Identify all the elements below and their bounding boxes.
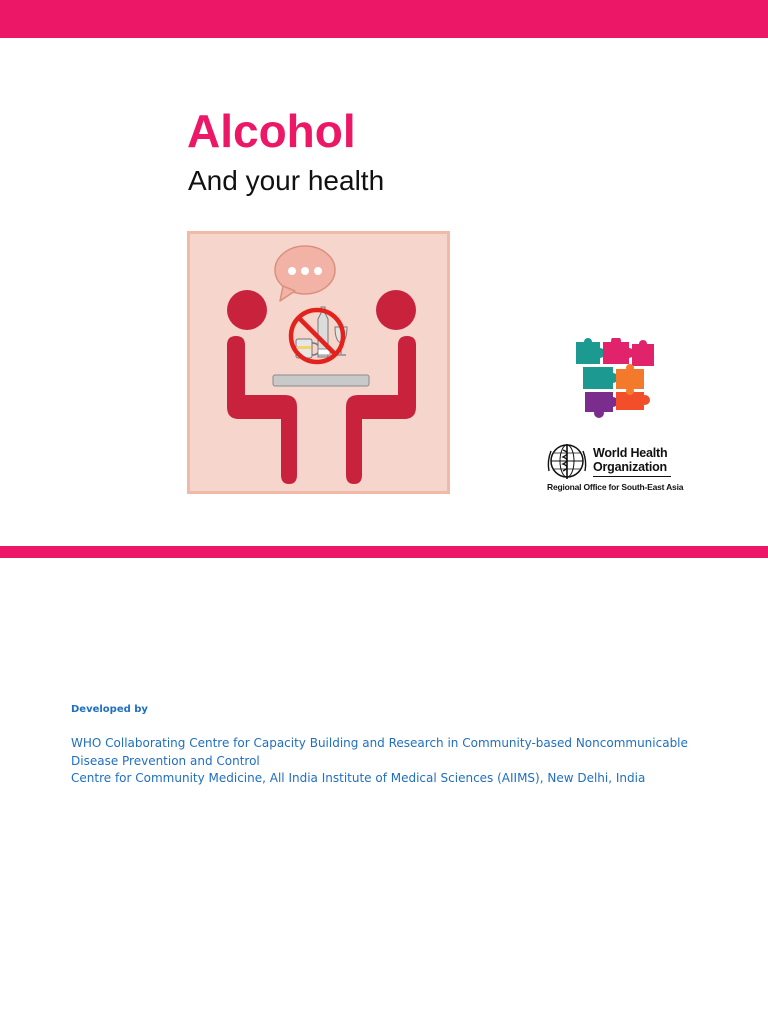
who-emblem-icon (545, 441, 589, 481)
developed-by-label: Developed by (71, 704, 148, 715)
cover-illustration-graphic (187, 231, 450, 494)
who-organization-name (593, 446, 667, 474)
who-regional-office: Regional Office for South-East Asia (547, 482, 684, 492)
credits-block (71, 735, 731, 788)
middle-accent-band (0, 546, 768, 558)
document-subtitle: And your health (188, 165, 385, 196)
credit-line-centre: WHO Collaborating Centre for Capacity Building and Research in Community-based Noncommunicable Disease Prevention and Control (71, 736, 688, 768)
table-icon (273, 375, 369, 386)
who-name-line-2: Organization (593, 460, 667, 474)
credit-line-aiims: Centre for Community Medicine, All India Institute of Medical Sciences (AIIMS), New Delhi, India (71, 771, 646, 785)
cover-illustration (187, 231, 450, 494)
who-divider (593, 476, 671, 477)
puzzle-pieces-icon (573, 338, 657, 418)
who-logo (545, 440, 684, 498)
top-accent-band (0, 0, 768, 38)
who-name-line-1: World Health (593, 446, 668, 460)
document-title: Alcohol (187, 105, 356, 157)
